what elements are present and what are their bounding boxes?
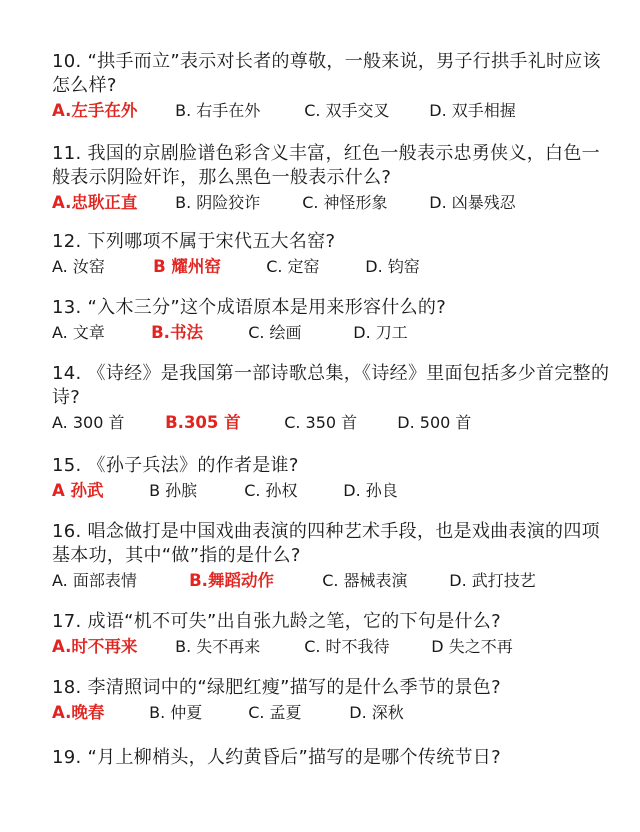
question-18: [52, 676, 612, 724]
option-a: A. 300 首: [52, 413, 125, 432]
option-b: B. 仲夏: [149, 703, 203, 722]
option-b: B. 阴险狡诈: [175, 193, 261, 212]
option-a: A. 文章: [52, 323, 105, 342]
options-row: [52, 480, 612, 502]
option-c: C. 孟夏: [248, 703, 302, 722]
question-16: [52, 520, 612, 592]
question-17: [52, 610, 612, 658]
option-a: A.忠耿正直: [52, 193, 138, 212]
option-c: C. 350 首: [284, 413, 358, 432]
options-row: [52, 100, 612, 122]
question-text: 10. “拱手而立”表示对长者的尊敬，一般来说，男子行拱手礼时应该怎么样?: [52, 51, 601, 96]
option-a: A 孙武: [52, 481, 104, 500]
question-19: [52, 746, 612, 770]
option-d: D. 500 首: [397, 413, 472, 432]
question-15: [52, 454, 612, 502]
question-13: [52, 296, 612, 344]
question-text: 16. 唱念做打是中国戏曲表演的四种艺术手段，也是戏曲表演的四项基本功，其中“做”指的是什么?: [52, 521, 600, 566]
question-text: 19. “月上柳梢头，人约黄昏后”描写的是哪个传统节日?: [52, 747, 501, 768]
option-b: B.舞蹈动作: [189, 571, 274, 590]
option-d: D 失之不再: [431, 637, 513, 656]
option-b: B.书法: [151, 323, 203, 342]
option-d: D. 武打技艺: [449, 571, 536, 590]
option-d: D. 刀工: [353, 323, 408, 342]
option-d: D. 凶暴残忍: [429, 193, 516, 212]
options-row: [52, 256, 612, 278]
question-text: 14. 《诗经》是我国第一部诗歌总集，《诗经》里面包括多少首完整的诗?: [52, 363, 610, 408]
option-d: D. 深秋: [349, 703, 404, 722]
option-b: B 孙膑: [149, 481, 198, 500]
option-c: C. 孙权: [244, 481, 298, 500]
option-c: C. 时不我待: [304, 637, 390, 656]
option-c: C. 器械表演: [322, 571, 408, 590]
options-row: [52, 192, 612, 214]
option-b: B 耀州窑: [153, 257, 221, 276]
option-a: A. 面部表情: [52, 571, 137, 590]
question-text: 12. 下列哪项不属于宋代五大名窑?: [52, 231, 336, 252]
question-10: [52, 50, 612, 122]
question-text: 17. 成语“机不可失”出自张九龄之笔，它的下句是什么?: [52, 611, 501, 632]
question-text: 18. 李清照词中的“绿肥红瘦”描写的是什么季节的景色?: [52, 677, 501, 698]
option-c: C. 绘画: [248, 323, 302, 342]
option-d: D. 钧窑: [365, 257, 420, 276]
question-11: [52, 142, 612, 214]
options-row: [52, 322, 612, 344]
options-row: [52, 702, 612, 724]
option-c: C. 神怪形象: [302, 193, 388, 212]
question-text: 11. 我国的京剧脸谱色彩含义丰富，红色一般表示忠勇侠义，白色一般表示阴险奸诈，那么黑色一般表示什么?: [52, 143, 600, 188]
option-c: C. 双手交叉: [304, 101, 390, 120]
option-a: A. 汝窑: [52, 257, 105, 276]
option-b: B. 右手在外: [175, 101, 261, 120]
option-b: B.305 首: [165, 413, 241, 432]
option-d: D. 双手相握: [429, 101, 516, 120]
options-row: [52, 636, 612, 658]
question-14: [52, 362, 612, 434]
option-a: A.晚春: [52, 703, 105, 722]
option-d: D. 孙良: [343, 481, 398, 500]
option-b: B. 失不再来: [175, 637, 261, 656]
question-text: 13. “入木三分”这个成语原本是用来形容什么的?: [52, 297, 447, 318]
options-row: [52, 570, 612, 592]
option-c: C. 定窑: [266, 257, 320, 276]
options-row: [52, 412, 612, 434]
question-text: 15. 《孙子兵法》的作者是谁?: [52, 455, 299, 476]
question-12: [52, 230, 612, 278]
option-a: A.左手在外: [52, 101, 138, 120]
option-a: A.时不再来: [52, 637, 138, 656]
